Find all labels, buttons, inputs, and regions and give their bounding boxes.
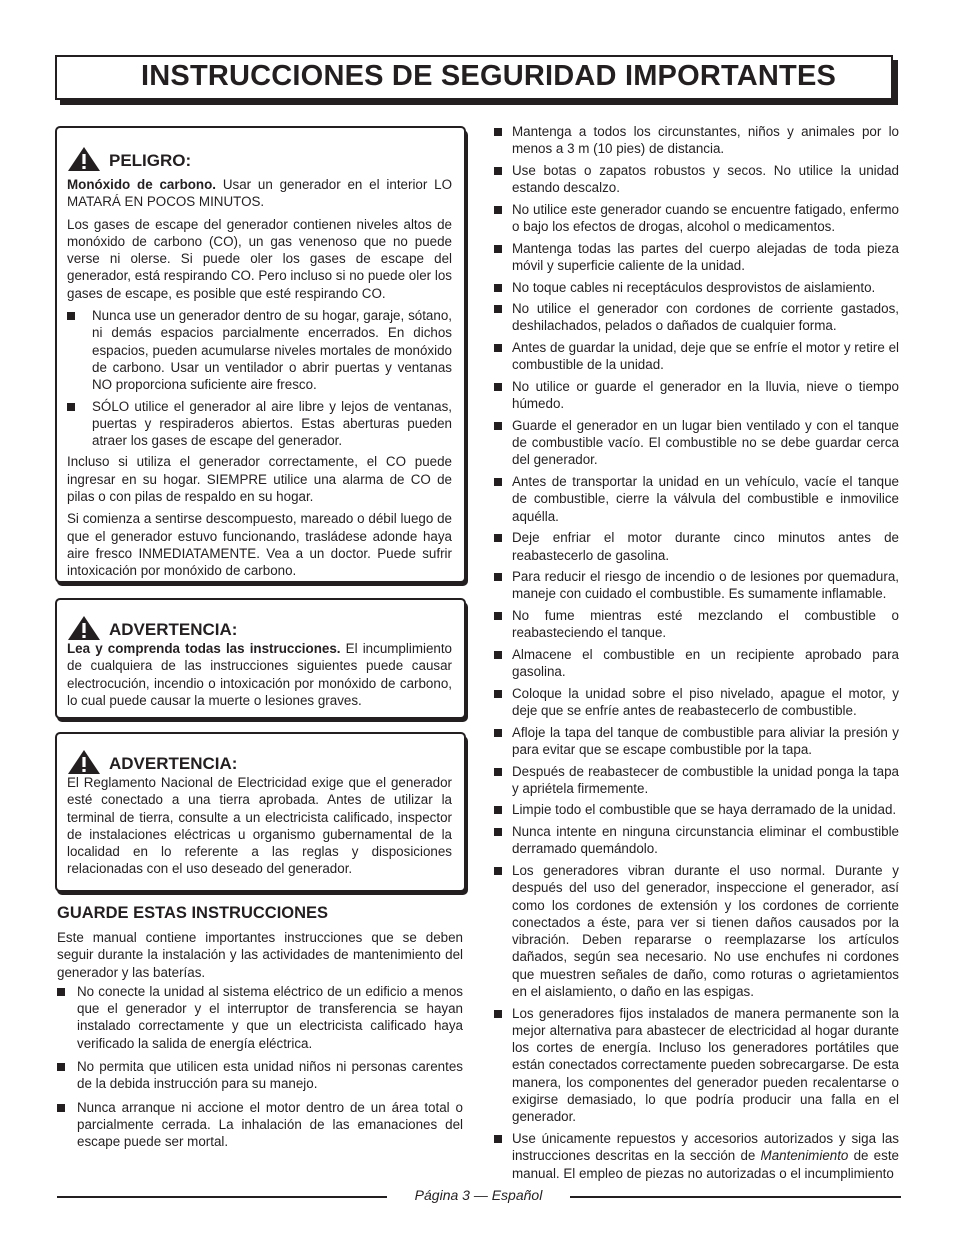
list-item <box>494 339 899 374</box>
bullet-square-icon <box>494 534 502 542</box>
peligro-lead-bold: Monóxido de carbono. <box>67 177 217 192</box>
bullet-square-icon <box>494 284 502 292</box>
page-title-banner <box>55 55 898 105</box>
guarde-bullet-list <box>57 983 463 1151</box>
list-item-text: No toque cables ni receptáculos desprovistos de aislamiento. <box>512 279 876 295</box>
bullet-square-icon <box>494 806 502 814</box>
peligro-header <box>57 146 464 170</box>
bullet-square-icon <box>494 245 502 253</box>
advertencia1-heading: ADVERTENCIA: <box>109 620 238 639</box>
peligro-paragraph-2: Incluso si utiliza el generador correctamente, el CO puede ingresar en su hogar. SIEMPRE utilice una alarma de CO de pilas o con pilas de respaldo en su hogar. <box>67 454 452 505</box>
list-item-text-tail: de este manual. El empleo de piezas no autorizadas o el incumplimiento <box>512 1148 899 1181</box>
list-item <box>494 1130 899 1182</box>
advertencia2-heading: ADVERTENCIA: <box>109 754 238 773</box>
list-item-text: Los generadores vibran durante el uso normal. Durante y después del uso del generador, inspeccione el generador, así como los cordones de extensión y los cordones de corriente conectados a éste, para ver si tienen daños causados por la vibración. Deben repararse o reemplazarse los artículos dañados, según sea necesario. No use enchufes ni cordones que muestren señales de daño, como roturas o agrietamientos en el aislamiento, o daño en las espigas. <box>512 862 899 999</box>
advertencia1-lead-text: El incumplimiento de cualquiera de las instrucciones siguientes puede causar electrocución, incendio o intoxicación por monóxido de carbono, lo cual puede causar la muerte o lesiones graves. <box>67 641 453 708</box>
list-item <box>494 417 899 469</box>
list-item-text: Mantenga a todos los circunstantes, niños y animales por lo menos a 3 m (10 pies) de distancia. <box>512 124 899 157</box>
maintenance-section-ref: Mantenimiento <box>760 1148 849 1164</box>
bullet-square-icon <box>57 988 65 996</box>
peligro-bullet-list <box>67 307 452 449</box>
footer-rule-left <box>57 1196 387 1198</box>
list-item-text: Antes de transportar la unidad en un vehículo, vacíe el tanque de combustible, cierre la válvula del combustible e inmovilice aquélla. <box>512 474 899 524</box>
advertencia2-header <box>57 749 464 773</box>
list-item <box>494 300 899 335</box>
list-item <box>494 646 899 681</box>
list-item <box>494 1005 899 1126</box>
list-item <box>494 801 899 818</box>
list-item-text: Nunca use un generador dentro de su hogar, garaje, sótano, ni demás espacios parcialmente encerrados. En dichos espacios, pueden acumularse niveles mortales de monóxido de carbono. Usar un ventilador o abrir puertas y ventanas NO proporciona suficiente aire fresco. <box>92 308 452 393</box>
list-item <box>494 724 899 759</box>
list-item-text: Guarde el generador en un lugar bien ventilado y con el tanque de combustible vacío. El combustible no se debe guardar cerca del generador. <box>512 417 899 468</box>
list-item-text: Coloque la unidad sobre el piso nivelado, apague el motor, y deje que se enfríe antes de reabastecerlo de combustible. <box>512 685 899 719</box>
list-item <box>494 473 899 525</box>
bullet-square-icon <box>494 729 502 737</box>
list-item-text: No permita que utilicen esta unidad niños ni personas carentes de la debida instrucción para su manejo. <box>77 1059 463 1092</box>
list-item <box>57 1058 463 1093</box>
page-title: INSTRUCCIONES DE SEGURIDAD IMPORTANTES <box>141 60 837 92</box>
list-item-text: Almacene el combustible en un recipiente aprobado para gasolina. <box>512 646 899 680</box>
bullet-square-icon <box>494 167 502 175</box>
list-item-text: No utilice este generador cuando se encuentre fatigado, enfermo o bajo los efectos de drogas, alcohol o medicamentos. <box>512 201 899 235</box>
bullet-square-icon <box>67 312 75 320</box>
bullet-square-icon <box>494 768 502 776</box>
list-item <box>67 307 452 393</box>
list-item <box>494 123 899 158</box>
warning-triangle-icon <box>67 749 101 775</box>
list-item-text: Después de reabastecer de combustible la unidad ponga la tapa y apriétela firmemente. <box>512 763 899 796</box>
list-item <box>494 823 899 858</box>
bullet-square-icon <box>494 206 502 214</box>
list-item-text: No fume mientras esté mezclando el combustible o reabasteciendo el tanque. <box>512 607 899 641</box>
peligro-paragraph-3: Si comienza a sentirse descompuesto, mareado o débil luego de que el generador estuvo funcionando, trasládese adonde haya aire fresco INMEDIATAMENTE. Vea a un doctor. Puede sufrir intoxicación por monóxido de carbono. <box>67 511 452 579</box>
bullet-square-icon <box>67 403 75 411</box>
title-box <box>55 55 893 100</box>
bullet-square-icon <box>494 383 502 391</box>
bullet-square-icon <box>57 1063 65 1071</box>
list-item-text: SÓLO utilice el generador al aire libre y lejos de ventanas, puertas y respiraderos abiertos. Estas aberturas pueden atraer los gases de escape del generador. <box>92 398 452 449</box>
bullet-square-icon <box>494 305 502 313</box>
list-item-text: Mantenga todas las partes del cuerpo alejadas de toda pieza móvil y superficie caliente de la unidad. <box>512 240 899 273</box>
list-item <box>494 201 899 236</box>
list-item-text: Los generadores fijos instalados de manera permanente son la mejor alternativa para abastecer de electricidad al hogar durante los cortes de energía. Incluso los generadores portátiles que están conectados correctamente pueden sobrecargarse. De esta manera, los componentes del generador pueden recalentarse o exigirse demasiado, lo que podría producir una falla en el generador. <box>512 1005 899 1125</box>
list-item-text: Use botas o zapatos robustos y secos. No utilice la unidad estando descalzo. <box>512 162 899 196</box>
advertencia1-box <box>55 598 466 719</box>
warning-triangle-icon <box>67 146 101 172</box>
bullet-square-icon <box>494 690 502 698</box>
peligro-lead <box>67 176 452 211</box>
bullet-square-icon <box>494 573 502 581</box>
list-item <box>57 1099 463 1151</box>
peligro-body <box>57 176 464 580</box>
list-item-text: Use únicamente repuestos y accesorios autorizados y siga las instrucciones descritas en la sección de <box>512 1130 899 1164</box>
bullet-square-icon <box>494 828 502 836</box>
advertencia2-text: El Reglamento Nacional de Electricidad exige que el generador esté conectado a una tierra aprobada. Antes de utilizar la terminal de tierra, consulte a un electricista calificado, inspector de instalaciones eléctricas u organismo gubernamental de la localidad en lo referente a las reglas y disposiciones relacionadas con el uso deseado del generador. <box>67 775 452 877</box>
list-item <box>494 685 899 720</box>
bullet-square-icon <box>494 1135 502 1143</box>
list-item-text: Afloje la tapa del tanque de combustible para aliviar la presión y para evitar que se escape combustible por la tapa. <box>512 724 899 757</box>
list-item <box>67 398 452 450</box>
advertencia2-body <box>57 774 464 878</box>
list-item-text: Deje enfriar el motor durante cinco minutos antes de reabastecerlo de gasolina. <box>512 530 899 563</box>
warning-triangle-icon <box>67 615 101 641</box>
guarde-intro: Este manual contiene importantes instrucciones que se deben seguir durante la instalación y las actividades de mantenimiento del generador y las baterías. <box>57 930 463 980</box>
guarde-section <box>57 929 463 1157</box>
right-bullet-list <box>494 123 899 1182</box>
peligro-box <box>55 126 466 583</box>
list-item-text: Nunca intente en ninguna circunstancia eliminar el combustible derramado quemándolo. <box>512 824 899 857</box>
bullet-square-icon <box>494 128 502 136</box>
list-item-text: No conecte la unidad al sistema eléctrico de un edificio a menos que el generador y el interruptor de transferencia se hayan instalado correctamente y que un electricista calificado haya verificado la salida de energía eléctrica. <box>77 983 463 1051</box>
page-footer: Página 3 — Español <box>414 1187 543 1203</box>
bullet-square-icon <box>494 478 502 486</box>
bullet-square-icon <box>57 1104 65 1112</box>
advertencia1-body <box>57 640 464 709</box>
advertencia2-box <box>55 732 466 892</box>
list-item-text: No utilice el generador con cordones de corriente gastados, deshilachados, pelados o dañados de cualquier forma. <box>512 301 899 334</box>
bullet-square-icon <box>494 651 502 659</box>
list-item <box>494 240 899 275</box>
advertencia1-lead-bold: Lea y comprenda todas las instrucciones. <box>67 641 341 656</box>
peligro-heading: PELIGRO: <box>109 151 192 170</box>
list-item <box>494 607 899 642</box>
list-item <box>57 983 463 1052</box>
list-item <box>494 378 899 413</box>
list-item <box>494 279 899 296</box>
list-item-text: Nunca arranque ni accione el motor dentro de un área total o parcialmente cerrada. La inhalación de las emanaciones del escape puede ser mortal. <box>77 1099 463 1150</box>
list-item <box>494 162 899 197</box>
list-item <box>494 568 899 603</box>
list-item-text: No utilice or guarde el generador en la lluvia, nieve o tiempo húmedo. <box>512 378 899 412</box>
list-item-text: Limpie todo el combustible que se haya derramado de la unidad. <box>512 802 897 818</box>
list-item <box>494 862 899 1000</box>
peligro-paragraph-1: Los gases de escape del generador contienen niveles altos de monóxido de carbono (CO), un gas venenoso que no puede verse ni olerse. Si puede oler los gases de escape del generador, está respirando CO. Pero incluso si no puede oler los gases de escape, es posible que esté respirando CO. <box>67 216 452 301</box>
bullet-square-icon <box>494 422 502 430</box>
bullet-square-icon <box>494 1010 502 1018</box>
advertencia1-text <box>67 640 452 709</box>
bullet-square-icon <box>494 344 502 352</box>
guarde-heading: GUARDE ESTAS INSTRUCCIONES <box>57 904 329 922</box>
bullet-square-icon <box>494 612 502 620</box>
list-item-text: Para reducir el riesgo de incendio o de lesiones por quemadura, maneje con cuidado el combustible. Es sumamente inflamable. <box>512 569 899 602</box>
footer-rule-right <box>570 1196 901 1198</box>
list-item <box>494 763 899 798</box>
bullet-square-icon <box>494 867 502 875</box>
advertencia1-header <box>57 615 464 639</box>
list-item-text: Antes de guardar la unidad, deje que se enfríe el motor y retire el combustible de la unidad. <box>512 340 899 373</box>
right-column <box>494 123 899 1186</box>
list-item <box>494 529 899 564</box>
peligro-lead-text: Usar un generador en el interior LO MATARÁ EN POCOS MINUTOS. <box>67 177 452 210</box>
